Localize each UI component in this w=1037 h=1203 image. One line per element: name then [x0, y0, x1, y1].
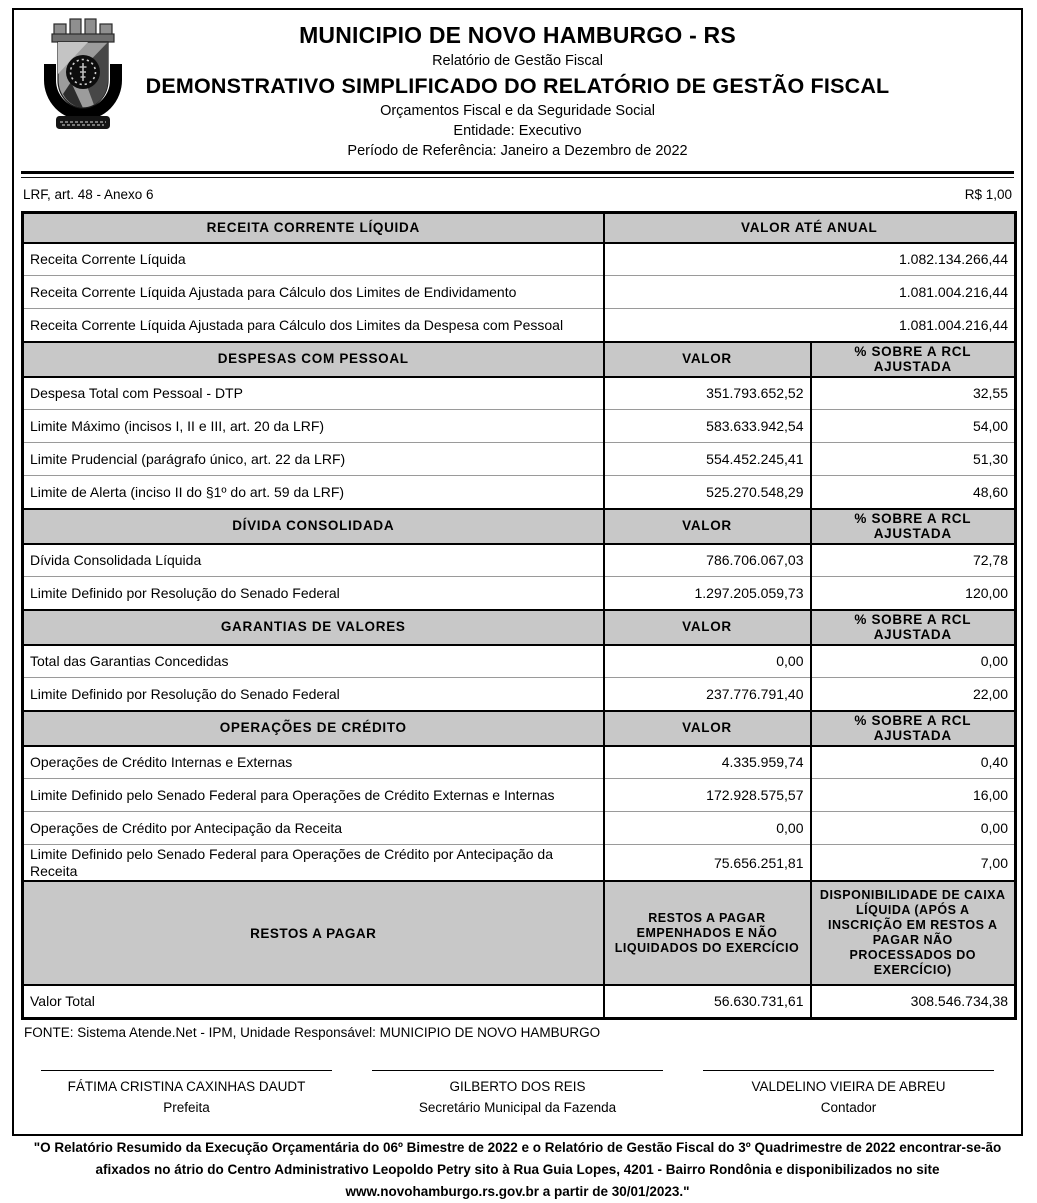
- section-header-cell: OPERAÇÕES DE CRÉDITO: [23, 711, 604, 746]
- row-label: Limite Definido por Resolução do Senado Federal: [23, 577, 604, 610]
- row-value: 0,00: [604, 812, 811, 845]
- period-line: Período de Referência: Janeiro a Dezembro de 2022: [347, 143, 688, 159]
- row-value: 56.630.731,61: [604, 985, 811, 1018]
- row-value: 75.656.251,81: [604, 845, 811, 882]
- fiscal-summary-table: [21, 211, 1017, 1020]
- table-row: [23, 443, 1016, 476]
- row-percent: 32,55: [811, 377, 1016, 410]
- row-value: 525.270.548,29: [604, 476, 811, 509]
- row-label: Operações de Crédito por Antecipação da Receita: [23, 812, 604, 845]
- row-label: Despesa Total com Pessoal - DTP: [23, 377, 604, 410]
- row-percent: 308.546.734,38: [811, 985, 1016, 1018]
- table-row: [23, 985, 1016, 1018]
- section-header-cell: DÍVIDA CONSOLIDADA: [23, 509, 604, 544]
- page-title: DEMONSTRATIVO SIMPLIFICADO DO RELATÓRIO DE GESTÃO FISCAL: [145, 74, 890, 98]
- section-header-cell: % SOBRE A RCL AJUSTADA: [811, 711, 1016, 746]
- table-row: [23, 544, 1016, 577]
- row-percent: 0,00: [811, 645, 1016, 678]
- signatures-row: [21, 1070, 1014, 1115]
- row-percent: 0,00: [811, 812, 1016, 845]
- row-value: 1.082.134.266,44: [604, 243, 1016, 276]
- row-value: 351.793.652,52: [604, 377, 811, 410]
- signature-block: [683, 1070, 1014, 1115]
- row-percent: 54,00: [811, 410, 1016, 443]
- row-value: 583.633.942,54: [604, 410, 811, 443]
- row-label: Operações de Crédito Internas e Externas: [23, 746, 604, 779]
- row-label: Receita Corrente Líquida Ajustada para Cálculo dos Limites de Endividamento: [23, 276, 604, 309]
- row-value: 1.297.205.059,73: [604, 577, 811, 610]
- row-label: Total das Garantias Concedidas: [23, 645, 604, 678]
- row-percent: 48,60: [811, 476, 1016, 509]
- table-row: [23, 812, 1016, 845]
- row-label: Receita Corrente Líquida Ajustada para Cálculo dos Limites da Despesa com Pessoal: [23, 309, 604, 342]
- table-row: [23, 845, 1016, 882]
- row-percent: 16,00: [811, 779, 1016, 812]
- section-header-cell: DISPONIBILIDADE DE CAIXA LÍQUIDA (APÓS A INSCRIÇÃO EM RESTOS A PAGAR NÃO PROCESSADOS DO EXERCÍCIO): [811, 881, 1016, 985]
- row-percent: 72,78: [811, 544, 1016, 577]
- table-row: [23, 678, 1016, 711]
- report-type-subtitle: Relatório de Gestão Fiscal: [432, 53, 603, 69]
- footer-note: "O Relatório Resumido da Execução Orçamentária do 06º Bimestre de 2022 e o Relatório de Gestão Fiscal do 3º Quadrimestre de 2022 encontrar-se-ão afixados no átrio do Centro Administrativo Leopoldo Petry sito à Rua Guia Lopes, 4201 - Bairro Rondônia e disponibilizados no site www.novohamburgo.rs.gov.br a partir de 30/01/2023.": [33, 1139, 1002, 1200]
- table-row: [23, 243, 1016, 276]
- section-header-cell: RESTOS A PAGAR: [23, 881, 604, 985]
- section-header-row: [23, 881, 1016, 985]
- source-note: FONTE: Sistema Atende.Net - IPM, Unidade Responsável: MUNICIPIO DE NOVO HAMBURGO: [24, 1024, 601, 1040]
- section-header-cell: % SOBRE A RCL AJUSTADA: [811, 342, 1016, 377]
- section-header-cell: VALOR: [604, 342, 811, 377]
- section-header-cell: RESTOS A PAGAR EMPENHADOS E NÃO LIQUIDADOS DO EXERCÍCIO: [604, 881, 811, 985]
- signatory-name: GILBERTO DOS REIS: [449, 1078, 586, 1094]
- signature-block: [352, 1070, 683, 1115]
- row-value: 237.776.791,40: [604, 678, 811, 711]
- row-label: Limite Prudencial (parágrafo único, art. 22 da LRF): [23, 443, 604, 476]
- table-row: [23, 276, 1016, 309]
- section-header-row: [23, 509, 1016, 544]
- report-header: [21, 10, 1014, 159]
- section-header-row: [23, 610, 1016, 645]
- table-row: [23, 779, 1016, 812]
- signature-line: [703, 1070, 994, 1071]
- table-row: [23, 377, 1016, 410]
- table-row: [23, 577, 1016, 610]
- section-header-cell: VALOR: [604, 610, 811, 645]
- row-label: Valor Total: [23, 985, 604, 1018]
- row-percent: 22,00: [811, 678, 1016, 711]
- table-row: [23, 309, 1016, 342]
- coat-of-arms-icon: [43, 12, 123, 140]
- row-value: 786.706.067,03: [604, 544, 811, 577]
- currency-unit: R$ 1,00: [964, 187, 1012, 202]
- row-value: 172.928.575,57: [604, 779, 811, 812]
- section-header-cell: VALOR: [604, 711, 811, 746]
- signatory-role: Prefeita: [163, 1099, 210, 1115]
- entity-line: Entidade: Executivo: [453, 123, 582, 139]
- lrf-reference: LRF, art. 48 - Anexo 6: [23, 187, 154, 202]
- row-percent: 0,40: [811, 746, 1016, 779]
- section-header-row: [23, 213, 1016, 243]
- section-header-row: [23, 711, 1016, 746]
- signature-line: [372, 1070, 663, 1071]
- row-value: 4.335.959,74: [604, 746, 811, 779]
- table-row: [23, 645, 1016, 678]
- header-divider: [21, 171, 1014, 178]
- signatory-name: FÁTIMA CRISTINA CAXINHAS DAUDT: [67, 1078, 306, 1094]
- row-value: 1.081.004.216,44: [604, 276, 1016, 309]
- section-header-cell: VALOR: [604, 509, 811, 544]
- report-page: [12, 8, 1023, 1200]
- section-header-row: [23, 342, 1016, 377]
- table-row: [23, 410, 1016, 443]
- row-label: Limite Definido pelo Senado Federal para Operações de Crédito por Antecipação da Receita: [23, 845, 604, 882]
- section-header-cell: RECEITA CORRENTE LÍQUIDA: [23, 213, 604, 243]
- signatory-name: VALDELINO VIEIRA DE ABREU: [751, 1078, 946, 1094]
- row-percent: 51,30: [811, 443, 1016, 476]
- row-value: 1.081.004.216,44: [604, 309, 1016, 342]
- budgets-subtitle: Orçamentos Fiscal e da Seguridade Social: [380, 103, 655, 119]
- row-label: Dívida Consolidada Líquida: [23, 544, 604, 577]
- municipality-title: MUNICIPIO DE NOVO HAMBURGO - RS: [299, 22, 736, 48]
- row-percent: 7,00: [811, 845, 1016, 882]
- signature-line: [41, 1070, 332, 1071]
- section-header-cell: % SOBRE A RCL AJUSTADA: [811, 610, 1016, 645]
- signatory-role: Secretário Municipal da Fazenda: [418, 1099, 617, 1115]
- meta-row: [21, 178, 1014, 211]
- row-value: 554.452.245,41: [604, 443, 811, 476]
- section-header-cell: GARANTIAS DE VALORES: [23, 610, 604, 645]
- row-label: Limite Definido por Resolução do Senado Federal: [23, 678, 604, 711]
- row-value: 0,00: [604, 645, 811, 678]
- section-header-cell: VALOR ATÉ ANUAL: [604, 213, 1016, 243]
- table-row: [23, 746, 1016, 779]
- row-label: Limite Máximo (incisos I, II e III, art. 20 da LRF): [23, 410, 604, 443]
- row-percent: 120,00: [811, 577, 1016, 610]
- section-header-cell: % SOBRE A RCL AJUSTADA: [811, 509, 1016, 544]
- row-label: Limite Definido pelo Senado Federal para Operações de Crédito Externas e Internas: [23, 779, 604, 812]
- table-row: [23, 476, 1016, 509]
- row-label: Receita Corrente Líquida: [23, 243, 604, 276]
- row-label: Limite de Alerta (inciso II do §1º do art. 59 da LRF): [23, 476, 604, 509]
- signature-block: [21, 1070, 352, 1115]
- section-header-cell: DESPESAS COM PESSOAL: [23, 342, 604, 377]
- signatory-role: Contador: [820, 1099, 877, 1115]
